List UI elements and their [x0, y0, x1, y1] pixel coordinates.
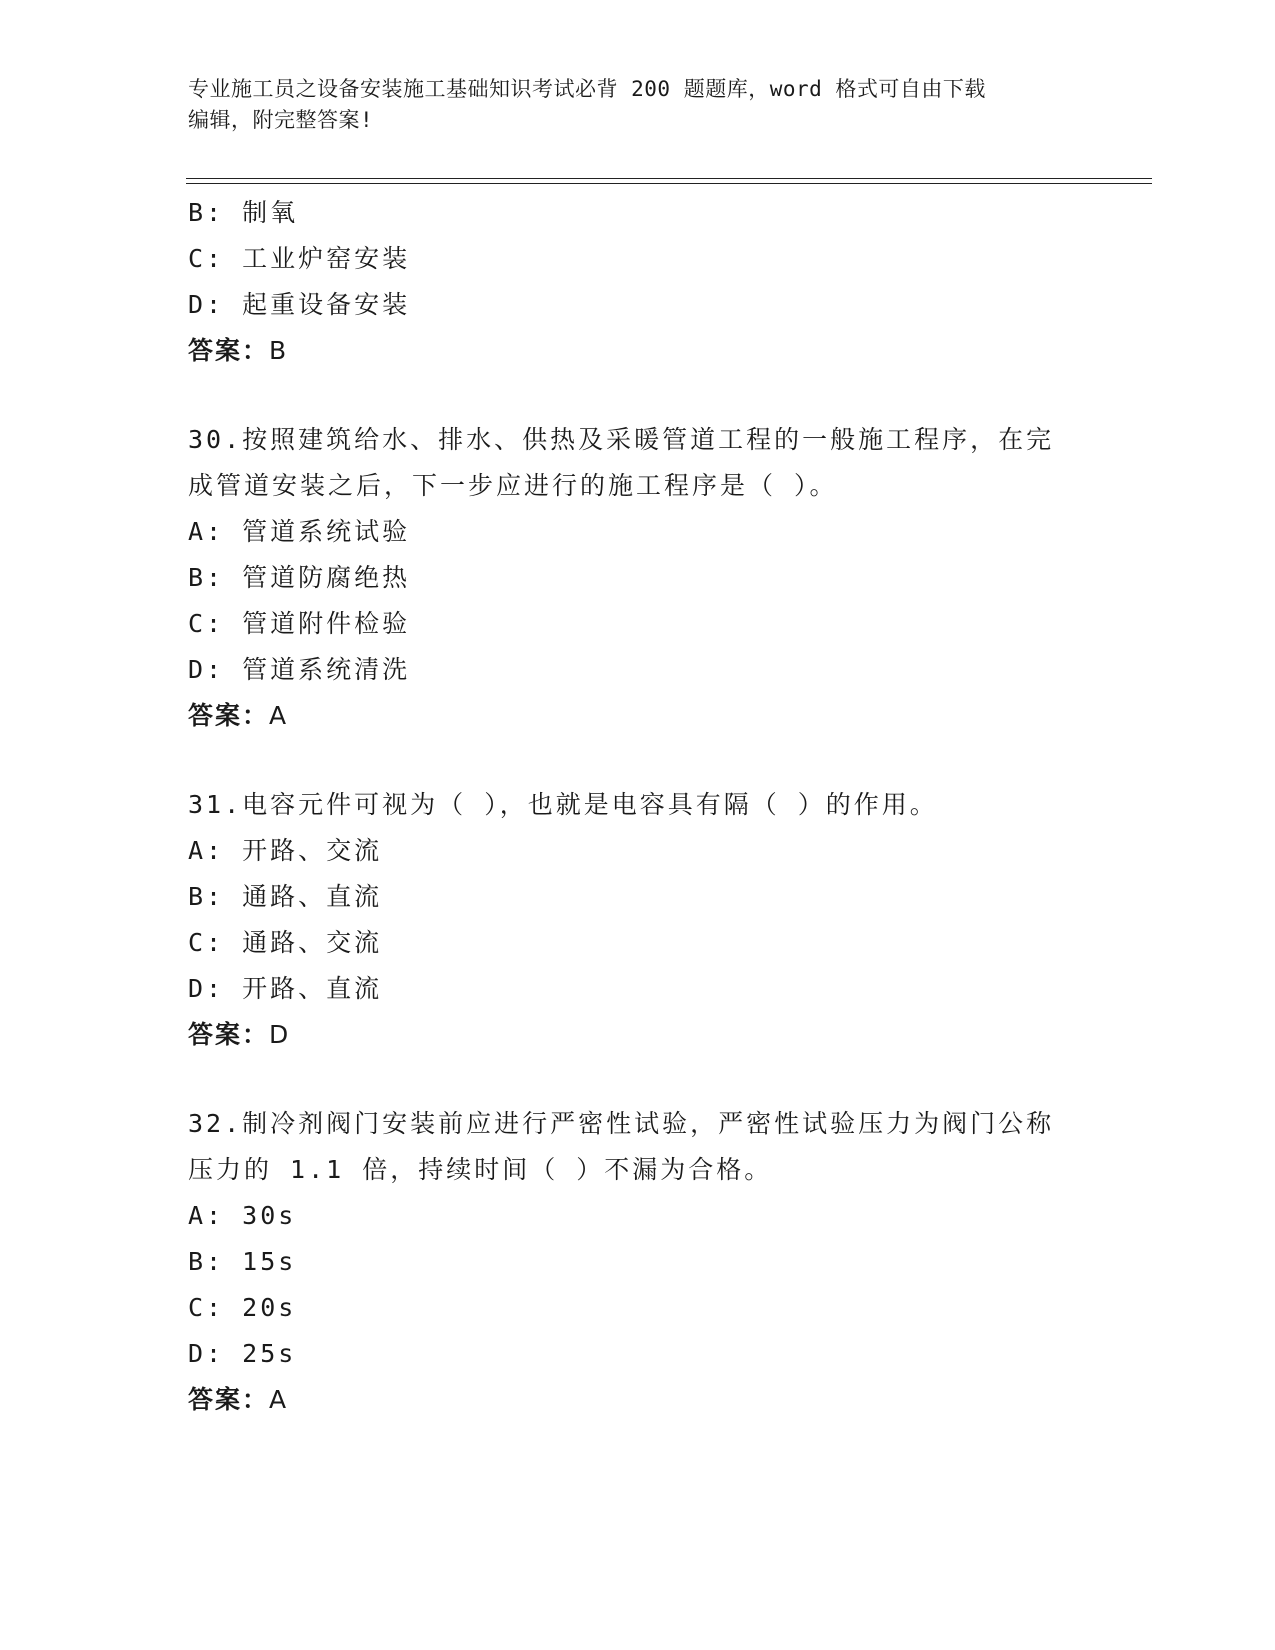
answer-value: B — [269, 336, 288, 365]
option-a: A: 30s — [188, 1201, 297, 1230]
answer-line — [188, 1377, 1088, 1423]
option-d: D: 25s — [188, 1339, 297, 1368]
question-31 — [188, 782, 1088, 1058]
option-c: C: 工业炉窑安装 — [188, 244, 411, 273]
page-header — [188, 74, 1068, 136]
question-stem-line-2: 成管道安装之后，下一步应进行的施工程序是（ ）。 — [188, 471, 838, 500]
option-d: D: 起重设备安装 — [188, 290, 411, 319]
question-stem-line-1: 32.制冷剂阀门安装前应进行严密性试验，严密性试验压力为阀门公称 — [188, 1109, 1055, 1138]
option-c: C: 通路、交流 — [188, 928, 383, 957]
answer-line — [188, 693, 1088, 739]
question-stem-line-2: 压力的 1.1 倍，持续时间（ ）不漏为合格。 — [188, 1155, 773, 1184]
option-b: B: 管道防腐绝热 — [188, 563, 411, 592]
answer-label: 答案： — [188, 1385, 270, 1414]
answer-value: A — [269, 701, 288, 730]
option-c: C: 20s — [188, 1293, 297, 1322]
option-b: B: 15s — [188, 1247, 297, 1276]
header-divider — [186, 178, 1152, 184]
answer-label: 答案： — [188, 1020, 270, 1049]
answer-value: A — [269, 1385, 288, 1414]
option-b: B: 通路、直流 — [188, 882, 383, 911]
option-d: D: 管道系统清洗 — [188, 655, 411, 684]
option-d: D: 开路、直流 — [188, 974, 383, 1003]
answer-label: 答案： — [188, 336, 270, 365]
question-30 — [188, 417, 1088, 739]
option-a: A: 开路、交流 — [188, 836, 383, 865]
option-b: B: 制氧 — [188, 198, 299, 227]
header-line-1: 专业施工员之设备安装施工基础知识考试必背 200 题题库，word 格式可自由下载 — [188, 77, 986, 101]
question-stem-line-1: 31.电容元件可视为（ ），也就是电容具有隔（ ）的作用。 — [188, 790, 938, 819]
question-29 — [188, 190, 1088, 374]
header-line-2: 编辑，附完整答案! — [188, 108, 374, 132]
option-a: A: 管道系统试验 — [188, 517, 411, 546]
question-list — [188, 190, 1088, 1423]
answer-line — [188, 328, 1088, 374]
question-32 — [188, 1101, 1088, 1423]
answer-label: 答案： — [188, 701, 270, 730]
answer-line — [188, 1012, 1088, 1058]
question-stem-line-1: 30.按照建筑给水、排水、供热及采暖管道工程的一般施工程序，在完 — [188, 425, 1055, 454]
option-c: C: 管道附件检验 — [188, 609, 411, 638]
answer-value: D — [269, 1020, 290, 1049]
